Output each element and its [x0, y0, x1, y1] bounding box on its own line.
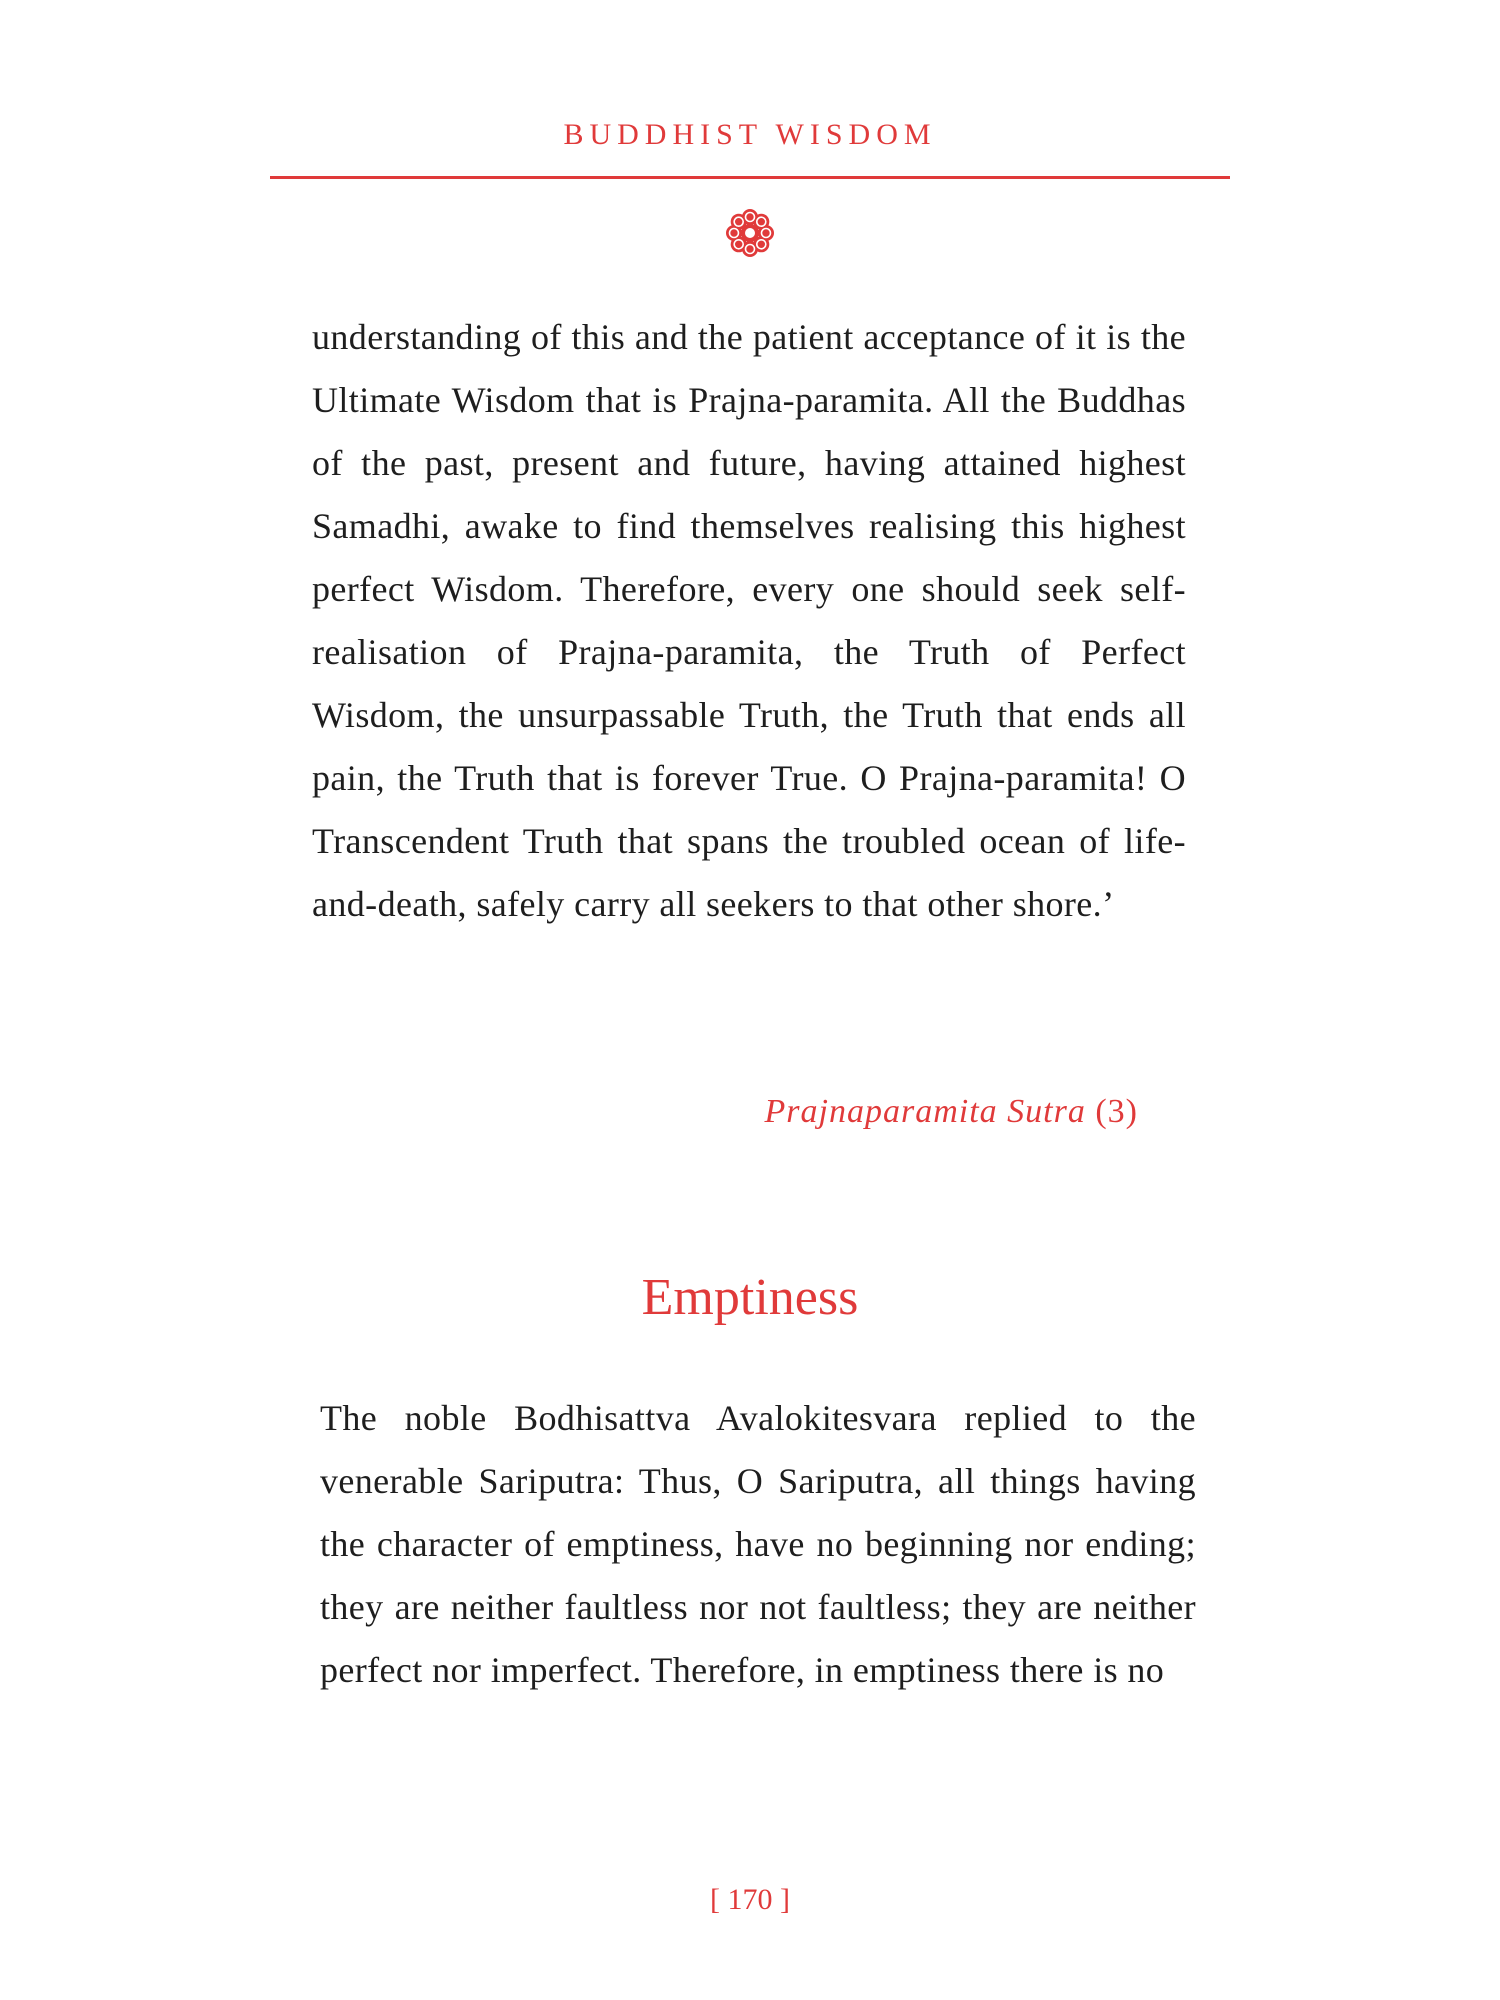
body-paragraph-2: The noble Bodhisattva Avalokitesvara replied to the venerable Sariputra: Thus, O Sariputra, all things having the character of emptiness, have no beginning nor ending; they are neither faultless nor not faultless; they are neither perfect nor imperfect. Therefore, in emptiness there is no — [320, 1398, 1196, 1690]
header-rule — [270, 176, 1230, 179]
source-citation — [600, 1093, 1138, 1131]
flower-ornament-icon — [724, 207, 776, 259]
page-number: [ 170 ] — [710, 1883, 790, 1916]
source-number: (3) — [1095, 1093, 1138, 1130]
section-heading: Emptiness — [641, 1269, 859, 1326]
source-title: Prajnaparamita Sutra — [764, 1093, 1086, 1130]
body-paragraph-1: understanding of this and the patient acceptance of it is the Ultimate Wisdom that is Prajna-paramita. All the Buddhas of the past, present and future, having attained highest Samadhi, awake to find themselves realising this highest perfect Wisdom. Therefore, every one should seek self-realisation of Prajna-paramita, the Truth of Perfect Wisdom, the unsurpassable Truth, the Truth that ends all pain, the Truth that is forever True. O Prajna-paramita! O Transcendent Truth that spans the troubled ocean of life-and-death, safely carry all seekers to that other shore.’ — [312, 317, 1186, 924]
running-head: BUDDHIST WISDOM — [563, 118, 937, 151]
